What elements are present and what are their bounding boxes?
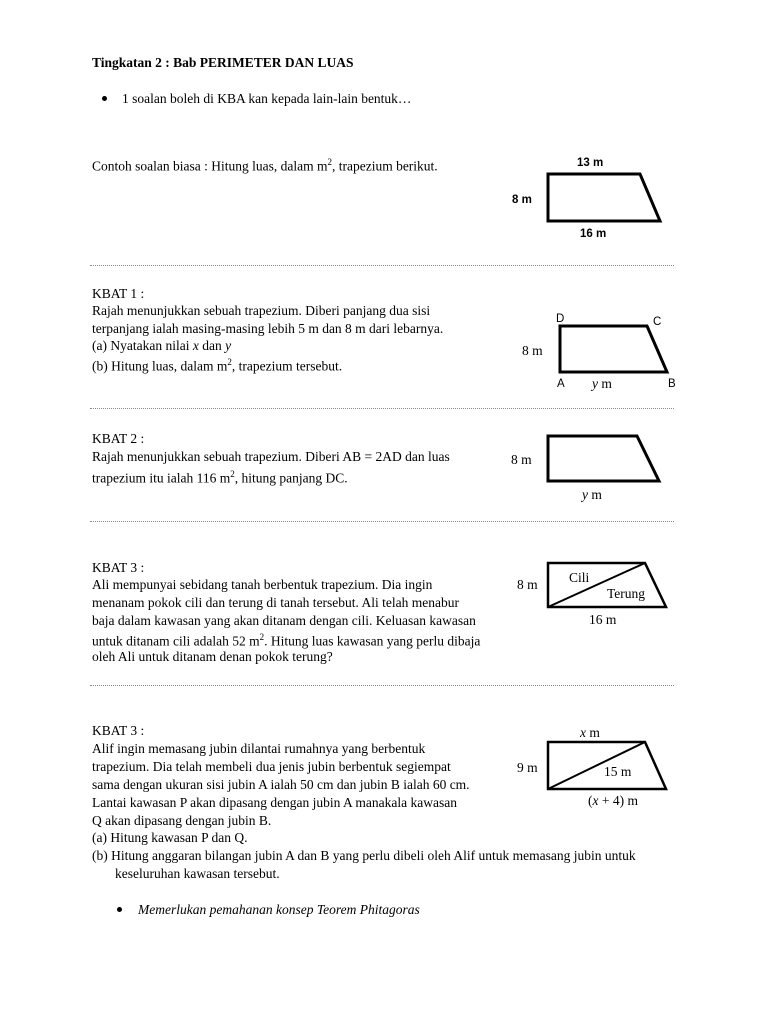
fig4-top-label: x m bbox=[580, 725, 600, 740]
fig4-bottom-label: (x + 4) m bbox=[588, 793, 638, 808]
kbat3a-heading: KBAT 3 : bbox=[92, 560, 145, 575]
fig3-cili-label: Cili bbox=[569, 570, 590, 585]
fig0-left-label: 8 m bbox=[512, 194, 532, 206]
footer-note: Memerlukan pemahanan konsep Teorem Phitagoras bbox=[138, 902, 420, 917]
kbat1-line2: terpanjang ialah masing-masing lebih 5 m dan 8 m dari lebarnya. bbox=[92, 321, 444, 336]
kbat2-heading: KBAT 2 : bbox=[92, 431, 145, 446]
bullet-icon bbox=[117, 907, 122, 912]
fig1-label-A: A bbox=[557, 378, 565, 390]
fig0-bottom-label: 16 m bbox=[580, 228, 607, 240]
kbat3b-part-a: (a) Hitung kawasan P dan Q. bbox=[92, 830, 248, 845]
kbat1-part-b: (b) Hitung luas, dalam $m^2$, trapezium tersebut. bbox=[92, 357, 343, 374]
kbat3b-heading: KBAT 3 : bbox=[92, 723, 145, 738]
kbat3b-line2: trapezium. Dia telah membeli dua jenis jubin berbentuk segiempat bbox=[92, 759, 451, 774]
kbat3a-line4: untuk ditanam cili adalah 52 $m^2$. Hitung luas kawasan yang perlu dibaja bbox=[92, 632, 481, 649]
kbat3b-part-b-line2: keseluruhan kawasan tersebut. bbox=[115, 866, 280, 881]
kbat2-line1: Rajah menunjukkan sebuah trapezium. Diberi AB = 2AD dan luas bbox=[92, 449, 450, 464]
fig1-label-B: B bbox=[668, 378, 676, 390]
kbat3b-line4: Lantai kawasan P akan dipasang dengan jubin A manakala kawasan bbox=[92, 795, 458, 810]
kbat1-heading: KBAT 1 : bbox=[92, 286, 145, 301]
fig4-left-label: 9 m bbox=[517, 760, 538, 775]
kbat3b-line5: Q akan dipasang dengan jubin B. bbox=[92, 813, 272, 828]
kbat3a-line3: baja dalam kawasan yang akan ditanam dengan cili. Keluasan kawasan bbox=[92, 613, 476, 628]
page-title: Tingkatan 2 : Bab PERIMETER DAN LUAS bbox=[92, 55, 354, 70]
kbat1-line1: Rajah menunjukkan sebuah trapezium. Diberi panjang dua sisi bbox=[92, 303, 431, 318]
kbat1-part-a: (a) Nyatakan nilai x dan y bbox=[92, 338, 232, 353]
fig1-label-C: C bbox=[653, 316, 662, 328]
kbat3b-line1: Alif ingin memasang jubin dilantai rumahnya yang berbentuk bbox=[92, 741, 426, 756]
kbat3b-line3: sama dengan ukuran sisi jubin A ialah 50 cm dan jubin B ialah 60 cm. bbox=[92, 777, 470, 792]
fig1-bottom-label: y m bbox=[592, 376, 612, 391]
kbat3b-part-b-line1: (b) Hitung anggaran bilangan jubin A dan B yang perlu dibeli oleh Alif untuk memasang jubin untuk bbox=[92, 848, 636, 863]
fig3-bottom-label: 16 m bbox=[589, 612, 617, 627]
fig4-diagonal-label: 15 m bbox=[604, 764, 632, 779]
fig1-label-D: D bbox=[556, 313, 565, 325]
fig2-bottom-label: y m bbox=[582, 487, 602, 502]
fig0-top-label: 13 m bbox=[577, 157, 604, 169]
kbat3a-line2: menanam pokok cili dan terung di tanah tersebut. Ali telah menabur bbox=[92, 595, 460, 610]
intro-bullet-text: 1 soalan boleh di KBA kan kepada lain-lain bentuk… bbox=[122, 91, 412, 106]
fig4-diagonal-line bbox=[548, 742, 645, 789]
fig1-left-label: 8 m bbox=[522, 343, 543, 358]
example-question: Contoh soalan biasa : Hitung luas, dalam $m^2$, trapezium berikut. bbox=[92, 157, 438, 174]
kbat3a-line1: Ali mempunyai sebidang tanah berbentuk trapezium. Dia ingin bbox=[92, 577, 433, 592]
fig3-terung-label: Terung bbox=[607, 586, 646, 601]
fig3-left-label: 8 m bbox=[517, 577, 538, 592]
kbat2-line2: trapezium itu ialah 116 $m^2$, hitung panjang DC. bbox=[92, 469, 348, 486]
kbat3a-line5: oleh Ali untuk ditanam denan pokok terung? bbox=[92, 649, 333, 664]
fig2-left-label: 8 m bbox=[511, 452, 532, 467]
